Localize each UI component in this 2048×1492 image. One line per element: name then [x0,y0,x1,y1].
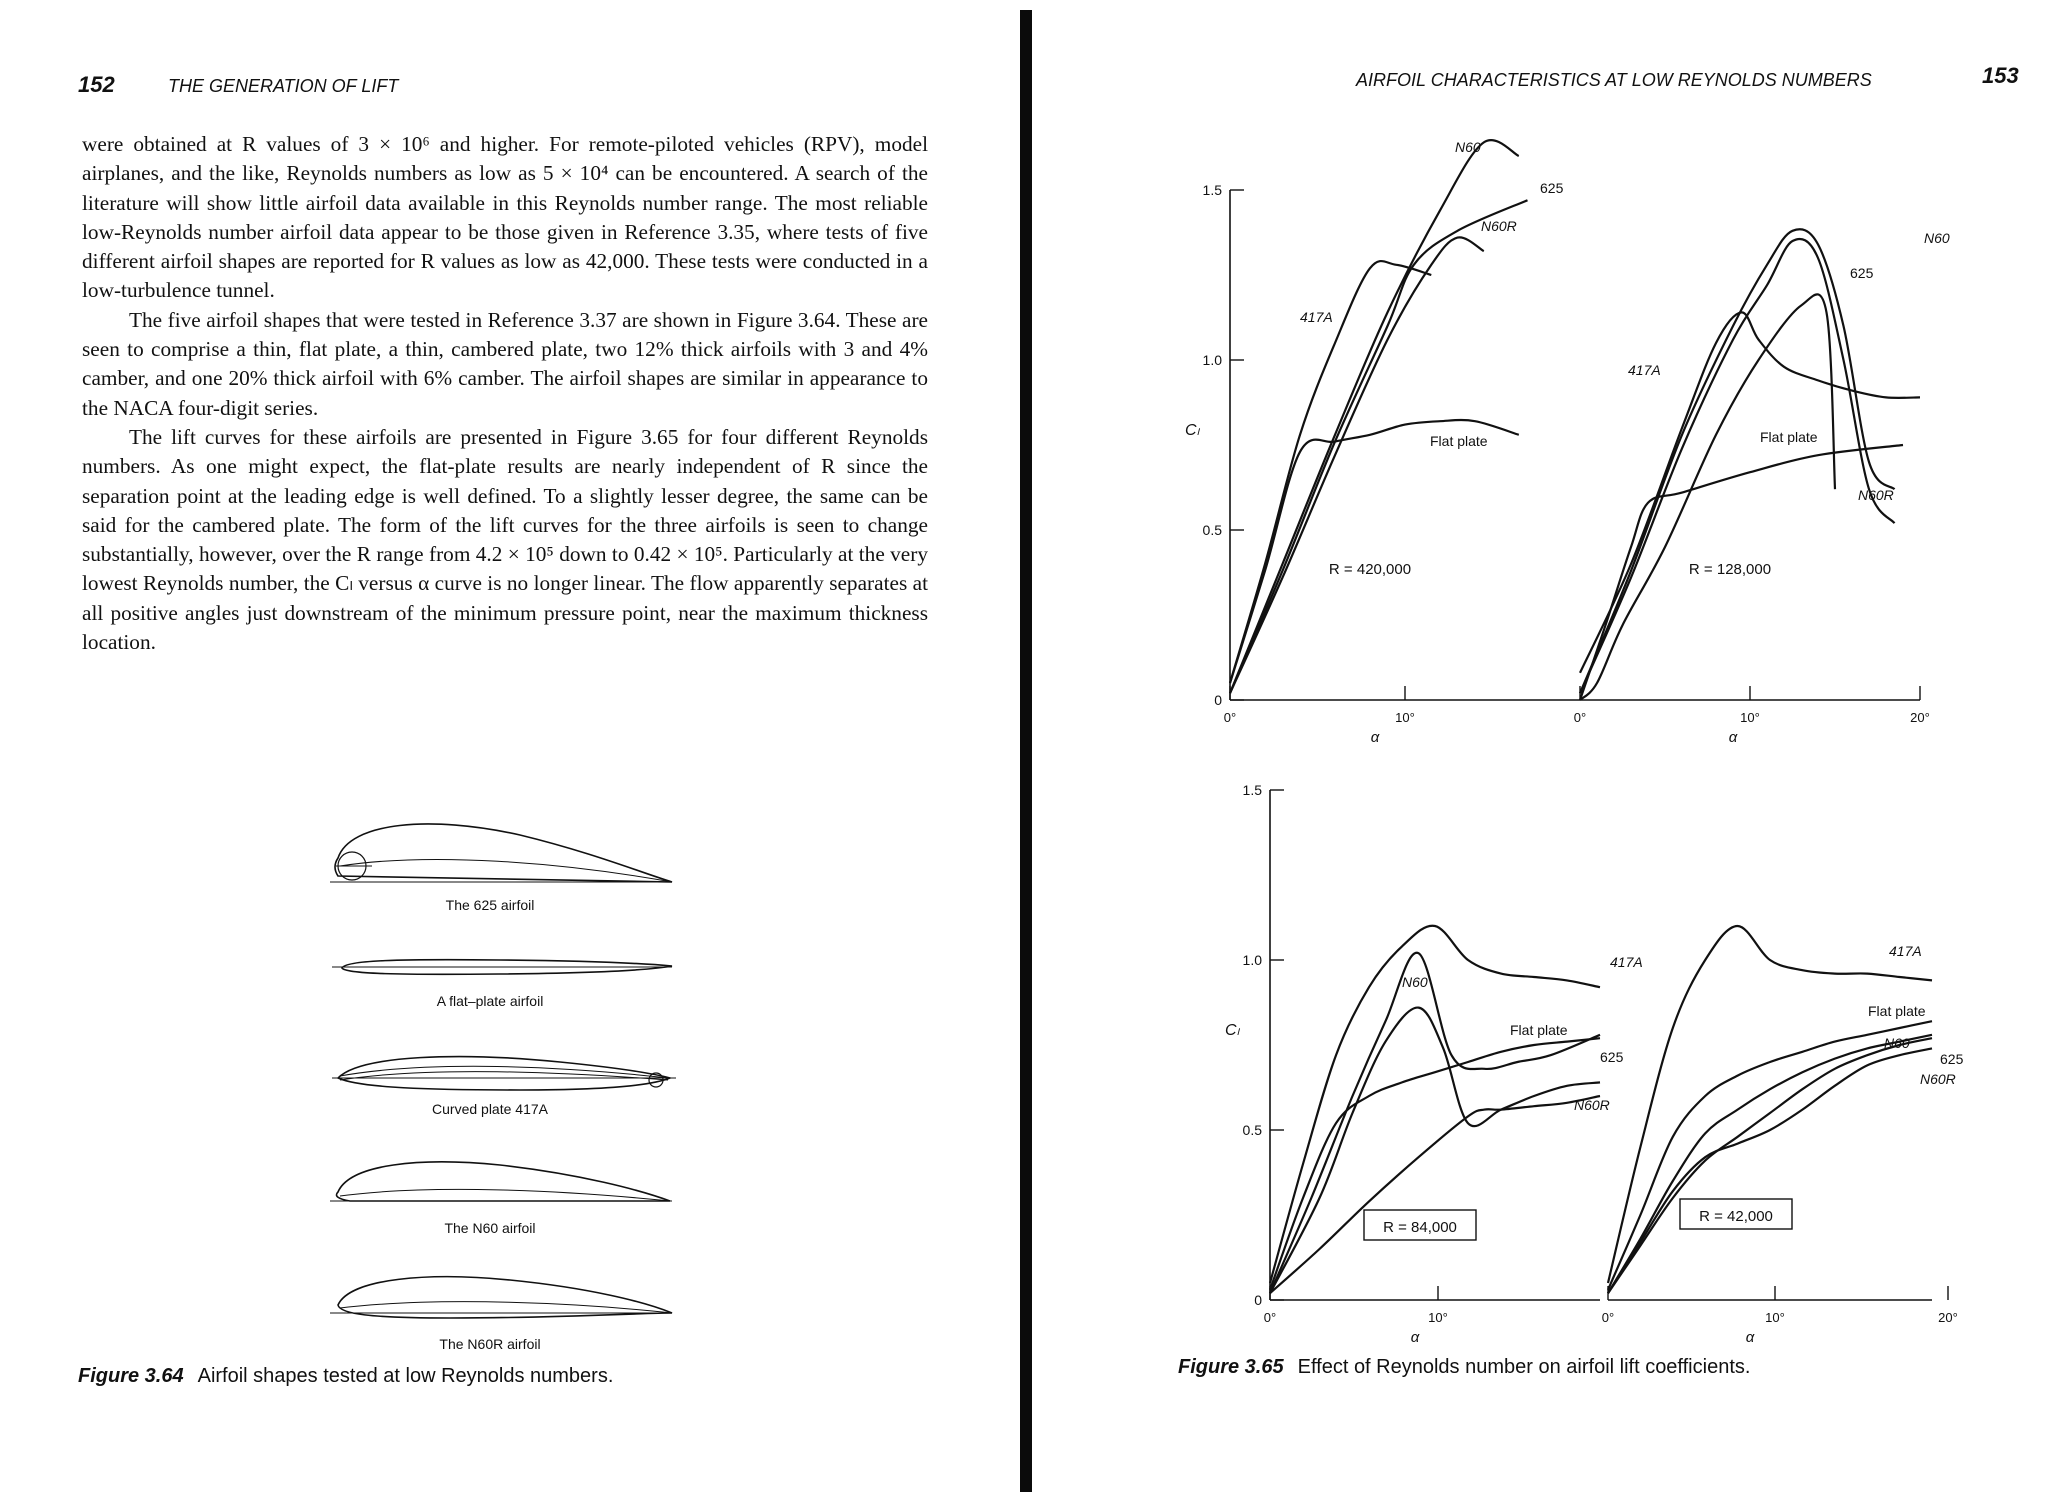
airfoil-label: The 625 airfoil [445,897,535,913]
y-tick-label: 1.5 [1202,182,1222,198]
airfoil-label: The N60R airfoil [439,1336,541,1352]
chart-panel [1185,139,1580,746]
series-label: 625 [1540,180,1564,196]
airfoil-417a-drawing [332,1057,676,1090]
x-tick-label: 0° [1263,1310,1277,1325]
series-label: Flat plate [1430,433,1488,449]
reynolds-annotation: R = 84,000 [1383,1219,1457,1236]
airfoil-label: A flat–plate airfoil [436,993,544,1009]
x-tick-label: 10° [1428,1310,1448,1325]
page-number: 152 [78,72,115,97]
series-label: 417A [1628,362,1661,378]
y-tick-label: 0.5 [1242,1122,1262,1138]
y-tick-label: 0 [1214,692,1222,708]
left-page [0,0,1010,1492]
series-label: Flat plate [1760,429,1818,445]
series-label: 625 [1600,1049,1624,1065]
series-label: 417A [1300,309,1333,325]
series-line-flat-plate [1608,1021,1932,1290]
chart-panel [1602,926,1964,1346]
airfoil-label: The N60 airfoil [444,1220,536,1236]
chart-panel [1574,229,1950,746]
y-tick-label: 0.5 [1202,522,1222,538]
x-axis-label: α [1410,1329,1420,1346]
series-line-n60r [1230,237,1484,693]
running-head: THE GENERATION OF LIFT [168,76,399,96]
x-tick-label: 10° [1395,710,1415,725]
x-tick-label: 10° [1765,1310,1785,1325]
y-tick-label: 1.0 [1202,352,1222,368]
series-label: Flat plate [1510,1022,1568,1038]
series-label: Flat plate [1868,1003,1926,1019]
series-label: N60 [1884,1035,1910,1051]
figure-caption-text: Effect of Reynolds number on airfoil lift coefficients. [1297,1356,1751,1378]
series-line-625 [1608,1038,1932,1293]
x-tick-label: 20° [1938,1310,1958,1325]
x-tick-label: 0° [1601,1310,1615,1325]
series-line-n60 [1580,229,1895,693]
paragraph: The lift curves for these airfoils are presented in Figure 3.65 for four different Reynolds numbers. As one might expect, the flat-plate results are nearly independent of R since the separation point at the leading edge is well defined. To a slightly lesser degree, the same can be said for the cambered plate. The form of the lift curves for the three airfoils is seen to change substantially, however, over the R range from 4.2 × 10⁵ down to 0.42 × 10⁵. Particularly at the very lowest Reynolds number, the Cₗ versus α curve is no longer linear. The flow apparently separates at all positive angles just downstream of the minimum pressure point, near the maximum thickness location. [82,424,928,655]
figure-caption-3-64 [78,1365,613,1388]
series-line-flat-plate [1270,1038,1600,1290]
series-label: N60R [1858,487,1894,503]
airfoil-flat-plate-drawing [332,960,672,975]
reynolds-annotation: R = 128,000 [1688,561,1772,578]
x-axis-label: α [1745,1329,1755,1346]
airfoil-n60-drawing [330,1162,672,1201]
chart-panel [1225,782,1643,1346]
series-line-n60r [1270,1096,1600,1293]
y-axis-label: Cₗ [1225,1021,1240,1039]
y-tick-label: 0 [1254,1292,1262,1308]
airfoil-n60r-drawing [330,1277,672,1318]
book-gutter [1008,0,1042,1492]
series-line-n60r [1580,294,1835,700]
reynolds-annotation: R = 42,000 [1699,1208,1773,1225]
x-tick-label: 20° [1910,710,1930,725]
series-label: N60R [1920,1071,1956,1087]
series-line-flat-plate [1230,420,1519,683]
series-label: 625 [1940,1051,1964,1067]
reynolds-annotation: R = 420,000 [1328,561,1412,578]
figure-label: Figure 3.65 [1178,1356,1284,1378]
right-page [1040,0,2048,1492]
airfoil-label: Curved plate 417A [432,1101,548,1117]
figure-caption-3-65 [1178,1356,1750,1379]
series-label: 417A [1610,954,1643,970]
x-tick-label: 0° [1223,710,1237,725]
x-axis-label: α [1728,729,1738,746]
figure-3-65 [1040,0,2048,1492]
series-label: N60 [1455,139,1481,155]
series-label: N60R [1481,218,1517,234]
x-tick-label: 10° [1740,710,1760,725]
body-text [82,130,928,657]
running-head: AIRFOIL CHARACTERISTICS AT LOW REYNOLDS NUMBERS [1356,70,1872,90]
figure-label: Figure 3.64 [78,1365,184,1387]
figure-caption-text: Airfoil shapes tested at low Reynolds numbers. [197,1365,614,1387]
series-line-n60 [1270,953,1600,1293]
y-tick-label: 1.0 [1242,952,1262,968]
paragraph: were obtained at R values of 3 × 10⁶ and higher. For remote-piloted vehicles (RPV), model airplanes, and the like, Reynolds numbers as low as 5 × 10⁴ can be encountered. A search of the literature will show little airfoil data available in this Reynolds number range. The most reliable low-Reynolds number airfoil data appear to be those given in Reference 3.35, where tests of five different airfoil shapes are reported for R values as low as 42,000. These tests were conducted in a low-turbulence tunnel. [82,132,928,303]
series-label: N60 [1402,974,1428,990]
paragraph: The five airfoil shapes that were tested in Reference 3.37 are shown in Figure 3.64. These are seen to comprise a thin, flat plate, a thin, cambered plate, two 12% thick airfoils with 3 and 4% camber, and one 20% thick airfoil with 6% camber. The airfoil shapes are similar in appearance to the NACA four-digit series. [82,307,928,420]
y-axis-label: Cₗ [1185,421,1200,439]
series-label: 625 [1850,265,1874,281]
series-line-625 [1580,239,1895,693]
series-label: N60R [1574,1097,1610,1113]
series-label: N60 [1924,230,1950,246]
series-label: 417A [1889,943,1922,959]
series-line-n60 [1608,1035,1932,1293]
x-axis-label: α [1370,729,1380,746]
page-number: 153 [1982,63,2019,88]
airfoil-625-drawing [330,824,672,882]
x-tick-label: 0° [1573,710,1587,725]
y-tick-label: 1.5 [1242,782,1262,798]
